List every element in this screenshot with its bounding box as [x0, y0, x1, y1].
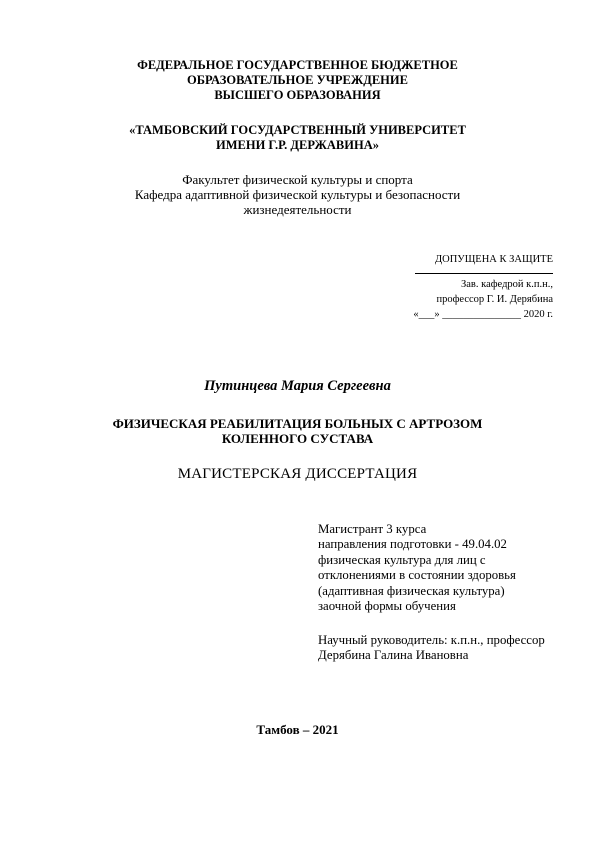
- thesis-topic-line-1: ФИЗИЧЕСКАЯ РЕАБИЛИТАЦИЯ БОЛЬНЫХ С АРТРОЗОМ: [112, 416, 483, 431]
- institution-line-1: ФЕДЕРАЛЬНОЕ ГОСУДАРСТВЕННОЕ БЮДЖЕТНОЕ: [137, 58, 458, 72]
- city-year: Тамбов – 2021: [256, 722, 339, 737]
- faculty-name: Факультет физической культуры и спорта: [182, 172, 413, 187]
- work-type: МАГИСТЕРСКАЯ ДИССЕРТАЦИЯ: [177, 466, 418, 482]
- student-line-1: Магистрант 3 курса: [318, 522, 427, 536]
- student-info: [318, 522, 588, 614]
- student-line-6: заочной формы обучения: [318, 599, 456, 614]
- student-line-5: (адаптивная физическая культура): [318, 583, 505, 598]
- student-line-2: направления подготовки - 49.04.02: [318, 537, 507, 552]
- thesis-topic-line-2: КОЛЕННОГО СУСТАВА: [221, 431, 374, 446]
- approval-title: ДОПУЩЕНА К ЗАЩИТЕ: [434, 254, 553, 265]
- university-line-1: «ТАМБОВСКИЙ ГОСУДАРСТВЕННЫЙ УНИВЕРСИТЕТ: [129, 123, 466, 137]
- supervisor-line-2: Дерябина Галина Ивановна: [318, 648, 469, 663]
- supervisor-info: [318, 633, 588, 664]
- department-line-1: Кафедра адаптивной физической культуры и безопасности: [134, 187, 461, 202]
- supervisor-line-1: Научный руководитель: к.п.н., профессор: [318, 633, 545, 647]
- institution-line-2: ОБРАЗОВАТЕЛЬНОЕ УЧРЕЖДЕНИЕ: [187, 73, 408, 87]
- university-line-2: ИМЕНИ Г.Р. ДЕРЖАВИНА»: [215, 138, 379, 152]
- department-line-2: жизнедеятельности: [243, 202, 352, 217]
- approval-position: Зав. кафедрой к.п.н.,: [461, 279, 553, 290]
- approval-date: «___» _______________ 2020 г.: [413, 309, 553, 320]
- author-name: Путинцева Мария Сергеевна: [204, 378, 391, 394]
- approval-name: профессор Г. И. Дерябина: [436, 294, 553, 305]
- student-line-4: отклонениями в состоянии здоровья: [318, 568, 516, 583]
- student-line-3: физическая культура для лиц с: [318, 552, 486, 567]
- institution-line-3: ВЫСШЕГО ОБРАЗОВАНИЯ: [214, 88, 381, 102]
